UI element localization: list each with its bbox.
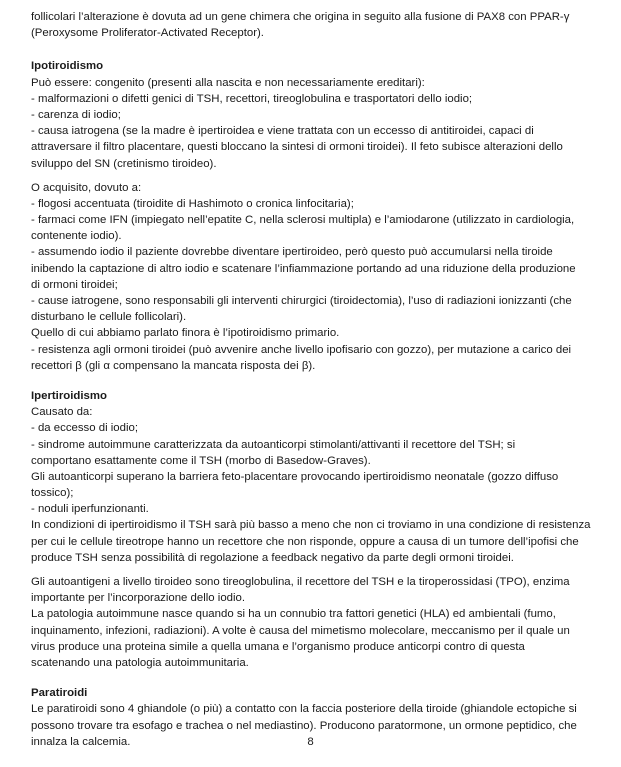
paragraph: [31, 404, 601, 566]
text-line: di ormoni tiroidei;: [31, 278, 118, 291]
text-line: - cause iatrogene, sono responsabili gli interventi chirurgici (tiroidectomia), l’uso di radiazioni ionizzanti (che: [31, 295, 572, 307]
text-line: - sindrome autoimmune caratterizzata da autoanticorpi stimolanti/attivanti il recettore del TSH; si: [31, 438, 516, 451]
text-line: - farmaci come IFN (impiegato nell’epatite C, nella sclerosi multipla) e l’amiodarone (utilizzato in cardiologia,: [31, 214, 575, 227]
intro-paragraph: [31, 9, 601, 41]
text-line: La patologia autoimmune nasce quando si ha un connubio tra fattori genetici (HLA) ed ambientali (fumo,: [31, 608, 556, 621]
text-line: Gli autoantigeni a livello tiroideo sono tireoglobulina, il recettore del TSH e la tiroperossidasi (TPO), enzima: [31, 576, 570, 588]
paragraph: [31, 180, 601, 374]
section-ipertiroidismo: [31, 388, 601, 671]
section-heading: Paratiroidi: [31, 687, 88, 700]
text-line: Causato da:: [31, 406, 93, 419]
page-number: 8: [307, 736, 314, 748]
text-line: - assumendo iodio il paziente dovrebbe diventare ipertiroideo, però questo può accumularsi nella tiroide: [31, 246, 553, 259]
text-line: O acquisito, dovuto a:: [31, 181, 142, 194]
text-line: (Peroxysome Proliferator-Activated Receptor).: [31, 27, 264, 40]
text-line: possono trovare tra esofago e trachea o nel mediastino). Producono paratormone, un ormone peptidico, che: [31, 719, 577, 732]
text-line: comportano esattamente come il TSH (morbo di Basedow-Graves).: [31, 454, 371, 467]
text-line: per cui le cellule tireotrope hanno un recettore che non risponde, oppure a causa di un tumore dell’ipofisi che: [31, 535, 579, 548]
paragraph: [31, 75, 601, 172]
text-line: Gli autoanticorpi superano la barriera feto-placentare provocando ipertiroidismo neonatale (gozzo diffuso: [31, 470, 559, 483]
section-heading: Ipertiroidismo: [31, 389, 107, 402]
text-line: sviluppo del SN (cretinismo tiroideo).: [31, 157, 217, 170]
text-line: importante per l’incorporazione dello iodio.: [31, 592, 246, 605]
paragraph: [31, 574, 601, 671]
text-line: recettori β (gli α compensano la mancata risposta dei β).: [31, 359, 316, 372]
text-line: Quello di cui abbiamo parlato finora è l’ipotiroidismo primario.: [31, 327, 340, 340]
text-line: produce TSH senza possibilità di regolazione a feedback negativo da parte degli ormoni tiroidei.: [31, 551, 514, 564]
text-line: - malformazioni o difetti genici di TSH, recettori, tireoglobulina e trasportatori dello iodio;: [31, 92, 473, 105]
text-line: inquinamento, infezioni, radiazioni). A volte è causa del mimetismo molecolare, meccanismo per il quale un: [31, 624, 570, 637]
text-line: follicolari l’alterazione è dovuta ad un gene chimera che origina in seguito alla fusione di PAX8 con PPAR-γ: [31, 11, 570, 23]
text-line: Può essere: congenito (presenti alla nascita e non necessariamente ereditari):: [31, 76, 425, 89]
text-line: Le paratiroidi sono 4 ghiandole (o più) a contatto con la faccia posteriore della tiroide (ghiandole ectopiche si: [31, 703, 577, 716]
section-heading: Ipotiroidismo: [31, 60, 104, 73]
document-page: [31, 0, 601, 750]
text-line: - flogosi accentuata (tiroidite di Hashimoto o cronica linfocitaria);: [31, 197, 354, 210]
text-line: tossico);: [31, 487, 74, 500]
text-line: - resistenza agli ormoni tiroidei (può avvenire anche livello ipofisario con gozzo), per mutazione a carico dei: [31, 343, 572, 356]
text-line: - da eccesso di iodio;: [31, 422, 139, 435]
text-line: attraversare il filtro placentare, questi bloccano la sintesi di ormoni tiroidei). Il feto subisce alterazioni dello: [31, 141, 563, 154]
text-line: scatenando una patologia autoimmunitaria.: [31, 656, 249, 669]
text-line: disturbano le cellule follicolari).: [31, 311, 187, 324]
text-line: inibendo la captazione di altro iodio e scatenare l’infiammazione portando ad una riduzione della produzione: [31, 262, 576, 275]
text-line: contenente iodio).: [31, 230, 122, 243]
text-line: In condizioni di ipertiroidismo il TSH sarà più basso a meno che non ci troviamo in una condizione di resistenza: [31, 519, 591, 532]
text-line: innalza la calcemia.: [31, 735, 131, 748]
text-line: virus produce una proteina simile a quella umana e l’organismo produce anticorpi contro di questa: [31, 640, 525, 653]
section-ipotiroidismo: [31, 58, 601, 374]
text-line: - noduli iperfunzionanti.: [31, 503, 149, 516]
text-line: - carenza di iodio;: [31, 108, 121, 121]
text-line: - causa iatrogena (se la madre è ipertiroidea e viene trattata con un eccesso di antitiroidei, capaci di: [31, 125, 534, 138]
